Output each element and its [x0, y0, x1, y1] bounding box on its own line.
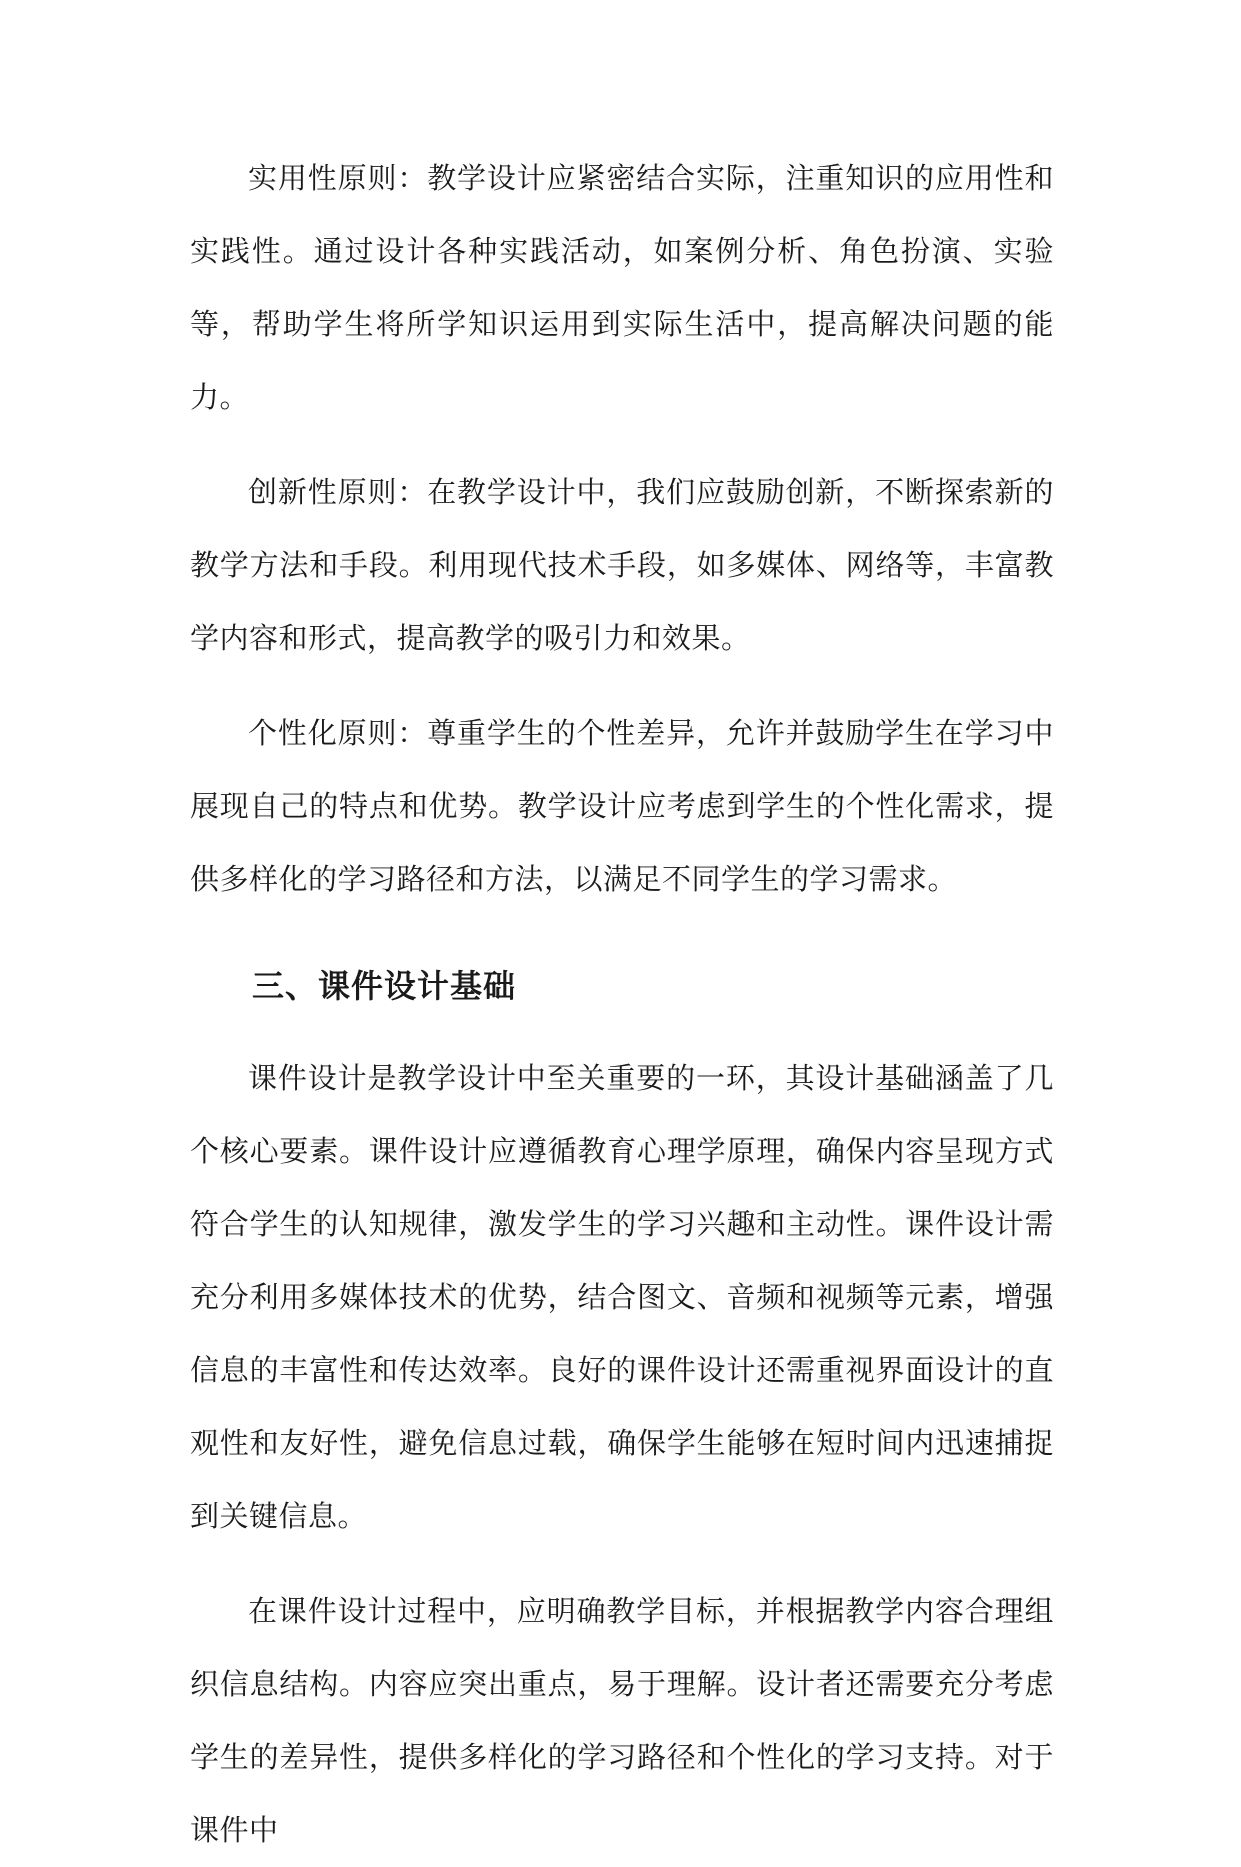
paragraph-practicality: 实用性原则：教学设计应紧密结合实际，注重知识的应用性和实践性。通过设计各种实践活动，如案例分析、角色扮演、实验等，帮助学生将所学知识运用到实际生活中，提高解决问题的能力。 [190, 161, 1054, 414]
paragraph-personalization: 个性化原则：尊重学生的个性差异，允许并鼓励学生在学习中展现自己的特点和优势。教学设计应考虑到学生的个性化需求，提供多样化的学习路径和方法，以满足不同学生的学习需求。 [190, 716, 1054, 896]
document-body [190, 142, 1054, 1867]
section-heading: 三、课件设计基础 [252, 967, 517, 1005]
paragraph-courseware-basics: 课件设计是教学设计中至关重要的一环，其设计基础涵盖了几个核心要素。课件设计应遵循教育心理学原理，确保内容呈现方式符合学生的认知规律，激发学生的学习兴趣和主动性。课件设计需充分利用多媒体技术的优势，结合图文、音频和视频等元素，增强信息的丰富性和传达效率。良好的课件设计还需重视界面设计的直观性和友好性，避免信息过载，确保学生能够在短时间内迅速捕捉到关键信息。 [190, 1061, 1054, 1533]
paragraph-design-process: 在课件设计过程中，应明确教学目标，并根据教学内容合理组织信息结构。内容应突出重点，易于理解。设计者还需要充分考虑学生的差异性，提供多样化的学习路径和个性化的学习支持。对于课件中 [190, 1594, 1054, 1847]
paragraph-innovation: 创新性原则：在教学设计中，我们应鼓励创新，不断探索新的教学方法和手段。利用现代技术手段，如多媒体、网络等，丰富教学内容和形式，提高教学的吸引力和效果。 [190, 475, 1054, 655]
